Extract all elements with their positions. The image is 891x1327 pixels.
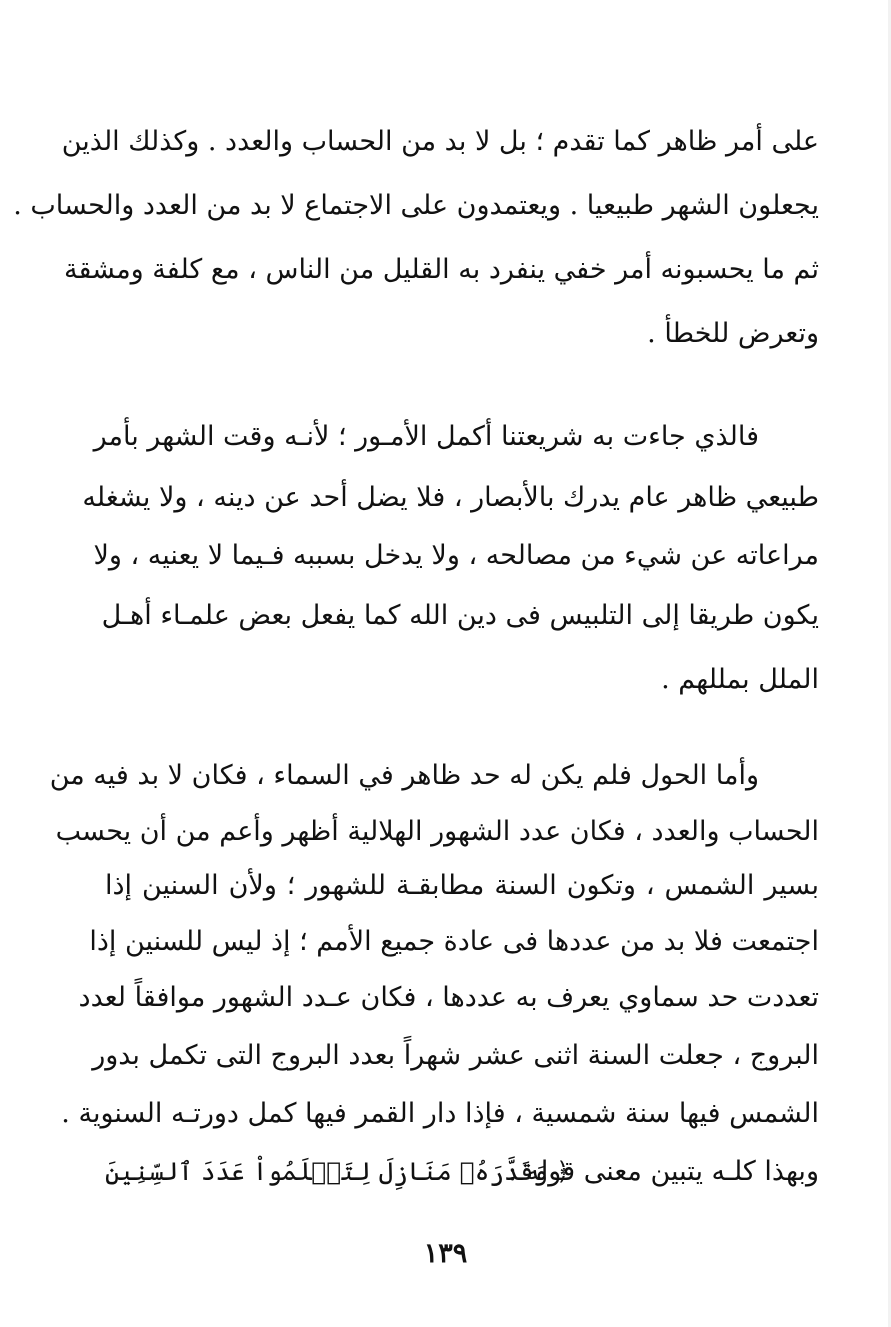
page-number: ١٣٩ [423, 1238, 468, 1269]
text-line: البروج ، جعلت السنة اثنى عشر شهراً بعدد البروج التى تكمل بدور [92, 1040, 819, 1071]
text-line: طبيعي ظاهر عام يدرك بالأبصار ، فلا يضل أحد عن دينه ، ولا يشغله [82, 482, 819, 513]
text-line: يكون طريقا إلى التلبيس فى دين الله كما يفعل بعض علمـاء أهـل [101, 600, 819, 631]
text-line: وتعرض للخطأ . [647, 318, 819, 349]
text-line: الملل بمللهم . [661, 664, 819, 695]
text-line: الحساب والعدد ، فكان عدد الشهور الهلالية أظهر وأعم من أن يحسب [55, 816, 819, 847]
verse-intro: وبهذا كلـه يتبين معنى قوله : [507, 1156, 819, 1187]
text-line: تعددت حد سماوي يعرف به عددها ، فكان عـدد الشهور موافقاً لعدد [78, 982, 819, 1013]
text-line: على أمر ظاهر كما تقدم ؛ بل لا بد من الحساب والعدد . وكذلك الذين [61, 126, 819, 157]
text-line: وأما الحول فلم يكن له حد ظاهر في السماء ، فكان لا بد فيه من [49, 760, 759, 791]
text-line: ثم ما يحسبونه أمر خفي ينفرد به القليل من الناس ، مع كلفة ومشقة [64, 254, 819, 285]
verse-line [105, 1152, 819, 1192]
quran-verse: ﴿ وَقَدَّرَهُۥ مَنَازِلَ لِتَعۡلَمُواْ عَدَدَ ٱلسِّنِينَ [105, 1157, 571, 1186]
text-line: اجتمعت فلا بد من عددها فى عادة جميع الأمم ؛ إذ ليس للسنين إذا [89, 926, 819, 957]
text-line: الشمس فيها سنة شمسية ، فإذا دار القمر فيها كمل دورتـه السنوية . [61, 1098, 819, 1129]
text-line: بسير الشمس ، وتكون السنة مطابقـة للشهور ؛ ولأن السنين إذا [105, 870, 819, 901]
text-line: مراعاته عن شيء من مصالحه ، ولا يدخل بسببه فـيما لا يعنيه ، ولا [93, 540, 819, 571]
text-line: يجعلون الشهر طبيعيا . ويعتمدون على الاجتماع لا بد من العدد والحساب . [13, 190, 819, 221]
text-line: فالذي جاءت به شريعتنا أكمل الأمـور ؛ لأنـه وقت الشهر بأمر [93, 421, 759, 452]
